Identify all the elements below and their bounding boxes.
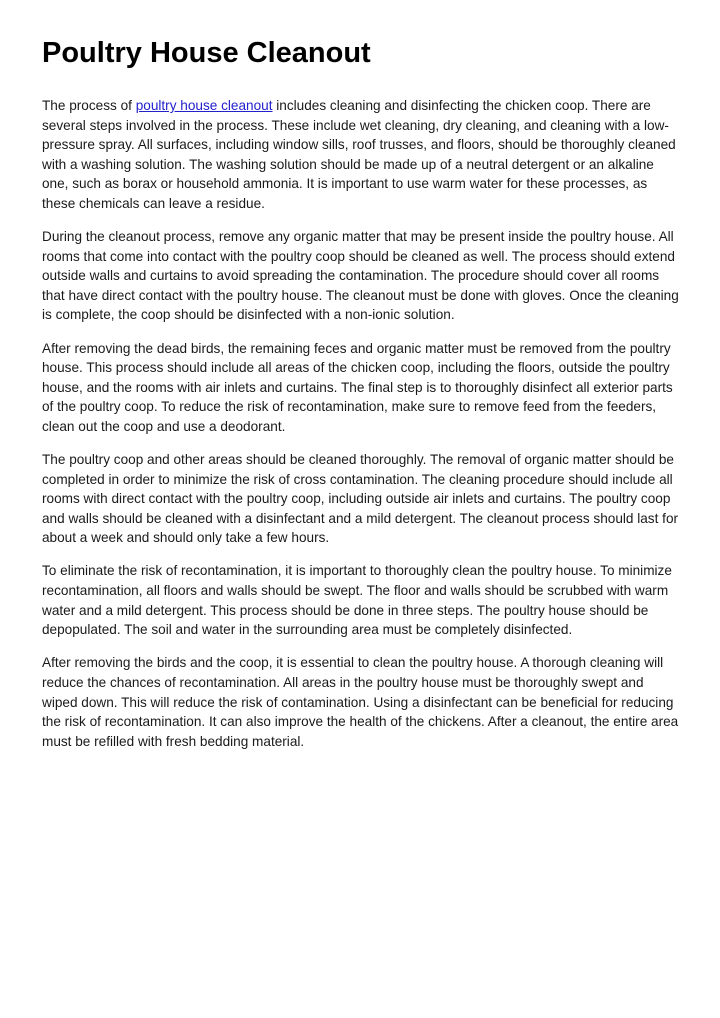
paragraph-1-intro: The process of	[42, 98, 136, 113]
paragraph-6: After removing the birds and the coop, it is essential to clean the poultry house. A thorough cleaning will reduce the chances of recontamination. All areas in the poultry house must be thoroughly swept and wiped down. This will reduce the risk of contamination. Using a disinfectant can be beneficial for reducing the risk of recontamination. It can also improve the health of the chickens. After a cleanout, the entire area must be refilled with fresh bedding material.	[42, 655, 679, 749]
paragraph-5: To eliminate the risk of recontamination, it is important to thoroughly clean the poultry house. To minimize recontamination, all floors and walls should be swept. The floor and walls should be scrubbed with warm water and a mild detergent. This process should be done in three steps. The poultry house should be depopulated. The soil and water in the surrounding area must be completely disinfected.	[42, 563, 672, 638]
paragraph-1	[42, 96, 682, 214]
paragraph-3: After removing the dead birds, the remaining feces and organic matter must be removed from the poultry house. This process should include all areas of the chicken coop, including the floors, outside the poultry house, and the rooms with air inlets and curtains. The final step is to thoroughly disinfect all exterior parts of the poultry coop. To reduce the risk of recontamination, make sure to remove feed from the feeders, clean out the coop and use a deodorant.	[42, 340, 673, 434]
page-title: Poultry House Cleanout	[42, 37, 371, 69]
document-page	[42, 34, 682, 765]
poultry-house-cleanout-link[interactable]: poultry house cleanout	[135, 98, 273, 113]
paragraph-4: The poultry coop and other areas should be cleaned thoroughly. The removal of organic matter should be completed in order to minimize the risk of cross contamination. The cleaning procedure should include all rooms with direct contact with the poultry coop, including outside air inlets and curtains. The poultry coop and walls should be cleaned with a disinfectant and a mild detergent. The cleanout process should last for about a week and should only take a few hours.	[42, 452, 679, 546]
paragraph-2: During the cleanout process, remove any organic matter that may be present inside the poultry house. All rooms that come into contact with the poultry coop should be cleaned as well. The process should extend outside walls and curtains to avoid spreading the contamination. The procedure should cover all rooms that have direct contact with the poultry house. The cleanout must be done with gloves. Once the cleaning is complete, the coop should be disinfected with a non-ionic solution.	[42, 229, 679, 323]
paragraph-1-rest: includes cleaning and disinfecting the chicken coop. There are several steps involved in the process. These include wet cleaning, dry cleaning, and cleaning with a low-pressure spray. All surfaces, including window sills, roof trusses, and floors, should be thoroughly cleaned with a washing solution. The washing solution should be made up of a neutral detergent or an alkaline one, such as borax or household ammonia. It is important to use warm water for these processes, as these chemicals can leave a residue.	[42, 98, 676, 211]
